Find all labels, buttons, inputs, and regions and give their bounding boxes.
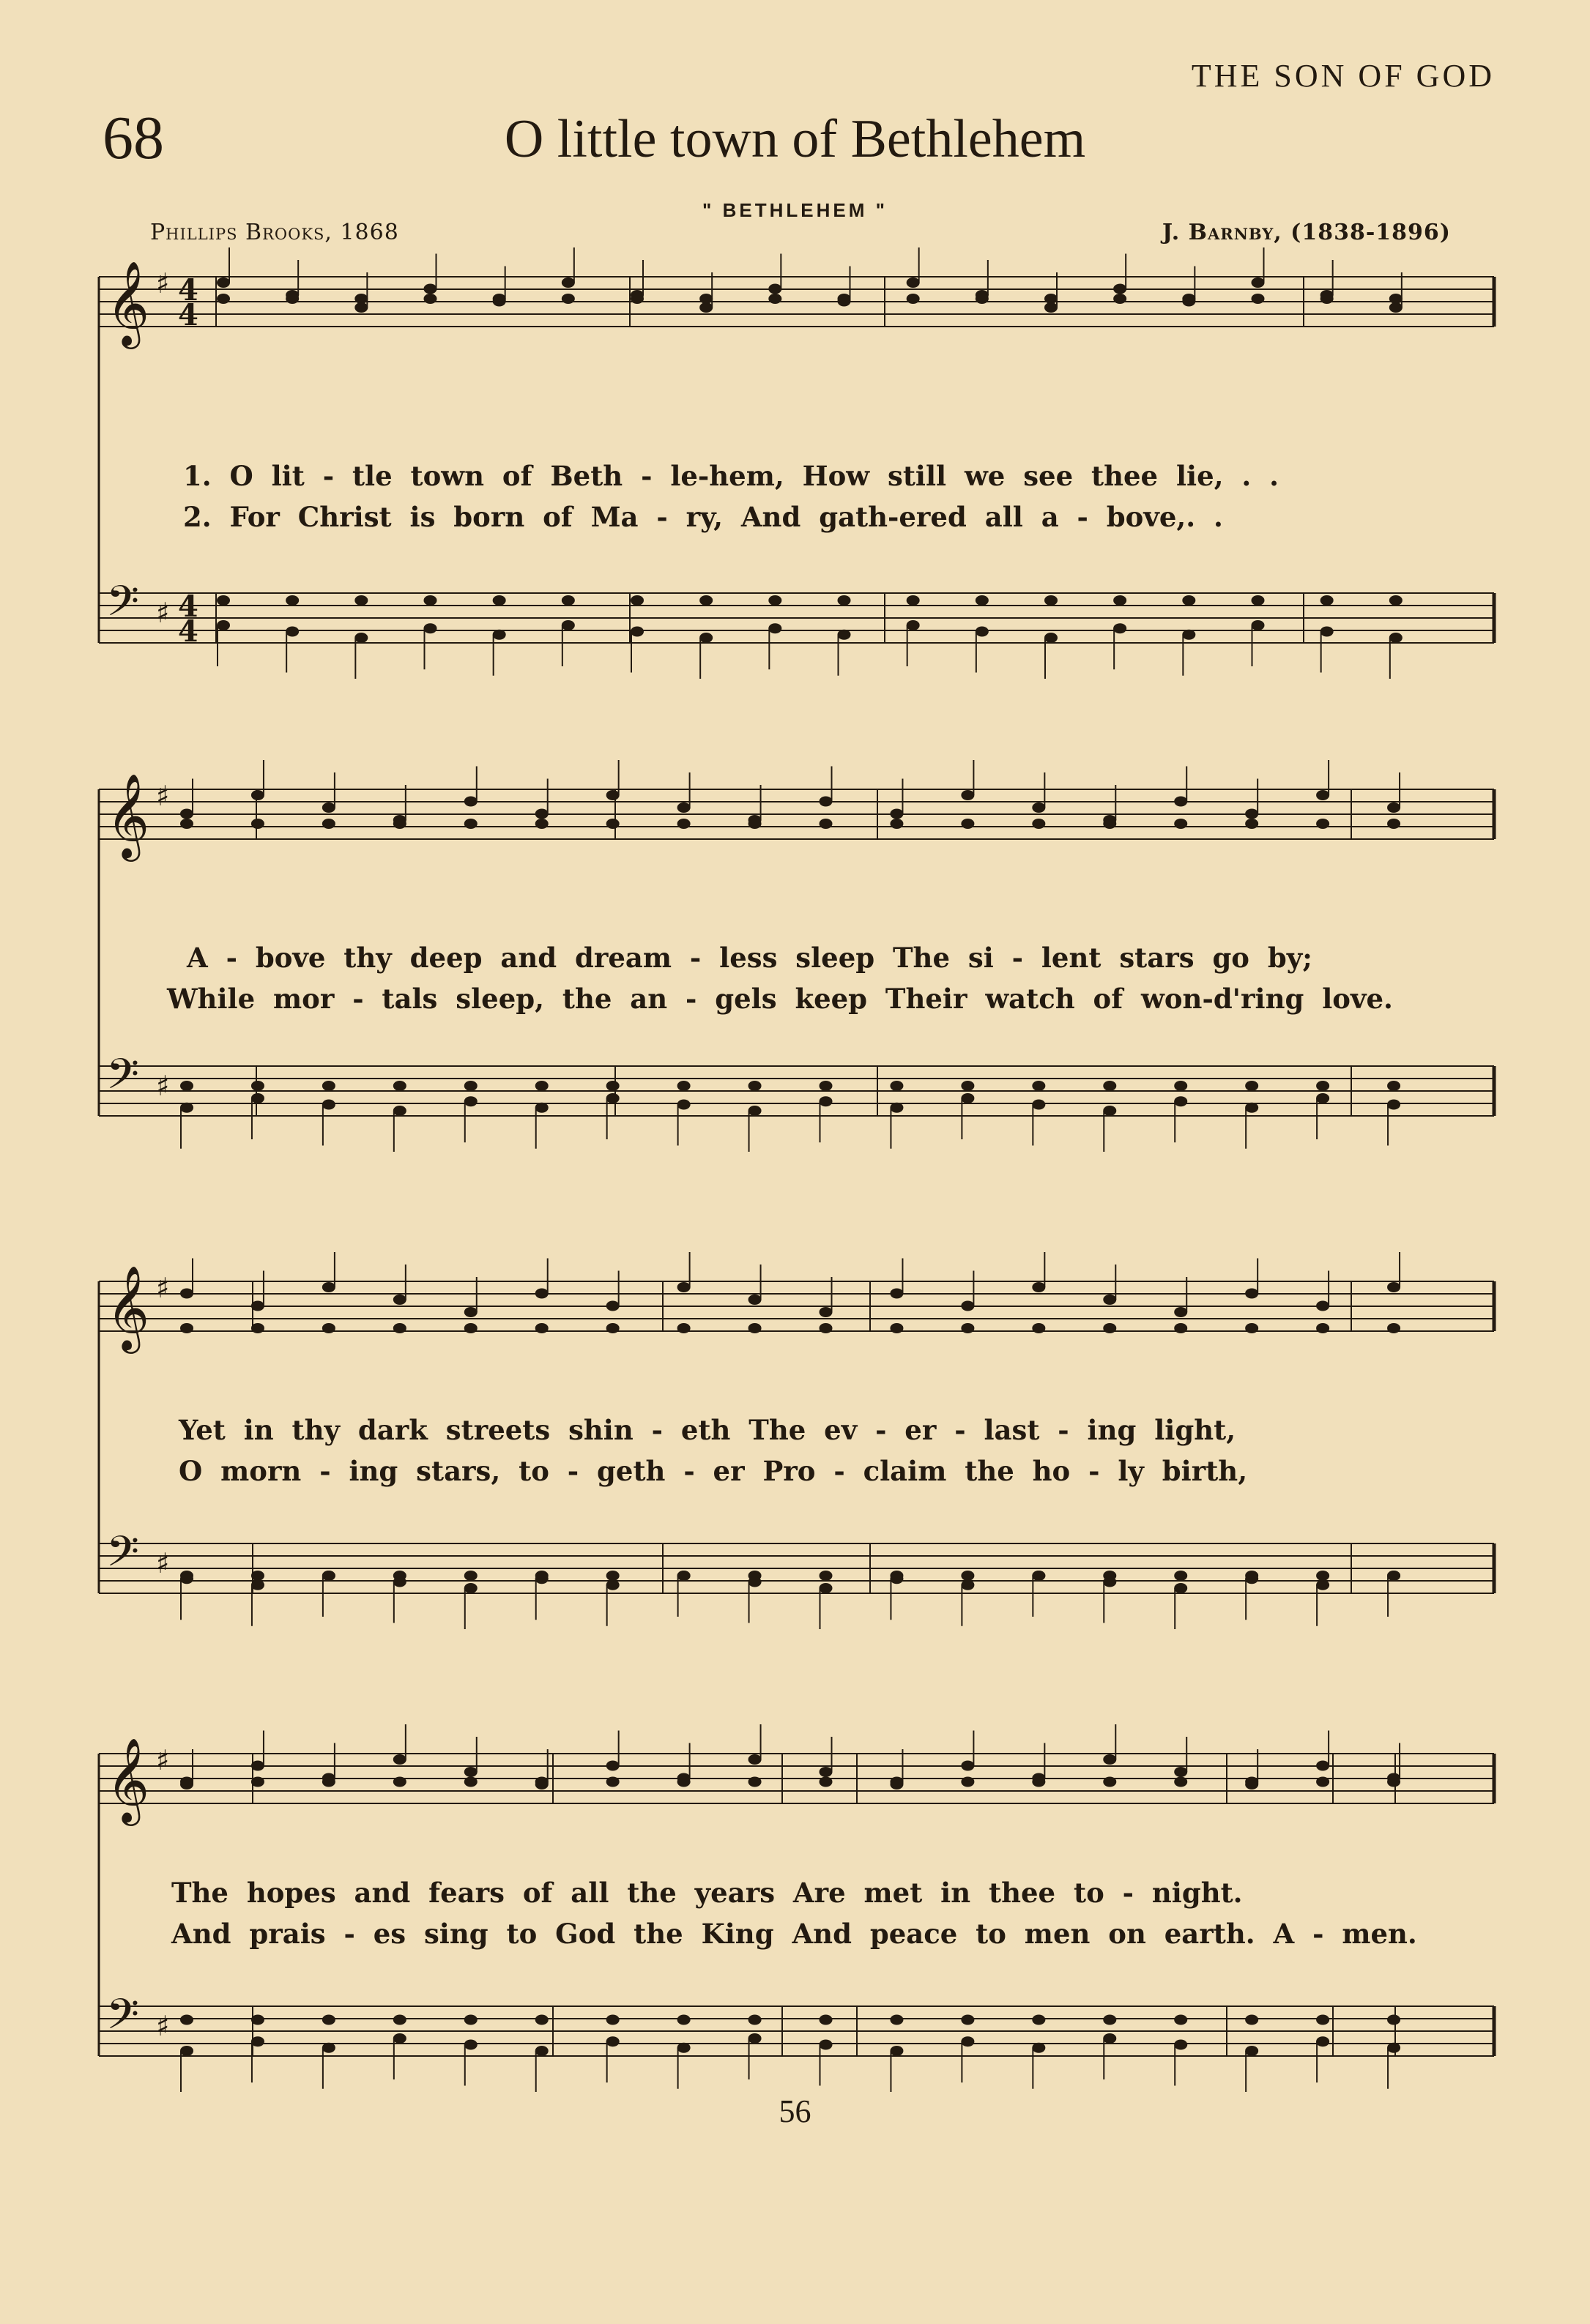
note-head [961,1761,974,1771]
note-head [1174,2040,1187,2050]
note-head [180,1081,193,1091]
note-head [890,809,903,819]
note-head [354,633,368,643]
note-head [393,2015,406,2025]
note-head [631,595,644,606]
tune-name: " BETHLEHEM " [702,199,888,221]
note-head [251,2036,264,2046]
note-head [1387,819,1400,829]
note-head [493,595,506,606]
note-head [748,1106,762,1116]
note-head [286,595,299,606]
note-head [748,1777,762,1787]
note-head [1316,790,1329,800]
note-head [393,1081,406,1091]
note-head [1174,1307,1187,1317]
section-title: THE SON OF GOD [1191,58,1495,94]
note-head [631,294,644,304]
note-head [1316,1580,1329,1590]
note-head [677,2015,691,2025]
note-head [1245,1323,1258,1333]
note-head [322,819,335,829]
key-signature-sharp: ♯ [156,267,170,299]
note-head [1182,294,1195,304]
note-head [251,2015,264,2025]
note-head [820,1323,833,1333]
note-head [1174,819,1187,829]
note-head [424,595,437,606]
note-head [393,2033,406,2044]
note-head [354,302,368,313]
lyric-line-4-verse-2: And prais - es sing to God the King And peace to men on earth. A - men. [171,1918,1417,1950]
note-head [1103,1777,1116,1787]
time-signature: 4 [178,589,198,624]
note-head [464,1571,478,1581]
note-head [890,2046,903,2056]
note-head [606,1777,620,1787]
note-head [251,1093,264,1103]
note-head [677,1282,691,1292]
note-head [1174,1777,1187,1787]
note-head [464,2015,478,2025]
key-signature-sharp: ♯ [156,780,170,812]
note-head [1252,278,1265,288]
note-head [1245,1777,1258,1787]
note-head [890,819,903,829]
note-head [606,1571,620,1581]
note-head [1245,1081,1258,1091]
note-head [890,1289,903,1299]
note-head [699,633,713,643]
note-head [748,1323,762,1333]
note-head [1044,294,1058,304]
note-head [286,294,299,304]
note-head [217,595,230,606]
note-head [1387,802,1400,813]
note-head [838,595,851,606]
note-head [1103,1081,1116,1091]
note-head [1387,1777,1400,1787]
note-head [1320,627,1334,637]
note-head [354,595,368,606]
note-head [1387,1323,1400,1333]
note-head [606,1093,620,1103]
lyric-line-3-verse-1: Yet in thy dark streets shin - eth The ev - er - last - ing light, [179,1414,1236,1446]
note-head [1103,2015,1116,2025]
note-head [606,2015,620,2025]
note-head [1032,1323,1045,1333]
note-head [606,1761,620,1771]
note-head [1103,1577,1116,1587]
note-head [251,1761,264,1771]
note-head [961,1323,974,1333]
note-head [322,1323,335,1333]
note-head [322,2015,335,2025]
note-head [699,294,713,304]
note-head [180,2015,193,2025]
note-head [464,797,478,807]
note-head [1316,1571,1329,1581]
note-head [1113,284,1126,294]
note-head [1044,595,1058,606]
note-head [820,1777,833,1787]
note-head [677,1081,691,1091]
note-head [322,2043,335,2053]
note-head [1316,1323,1329,1333]
note-head [464,1307,478,1317]
note-head [677,1323,691,1333]
note-head [1032,1100,1045,1110]
time-signature: 4 [178,614,198,649]
note-head [393,1577,406,1587]
lyric-line-4-verse-1: The hopes and fears of all the years Are met in thee to - night. [171,1877,1243,1909]
note-head [768,284,781,294]
note-head [286,627,299,637]
note-head [1316,1301,1329,1311]
note-head [251,1323,264,1333]
key-signature-sharp: ♯ [156,1744,170,1776]
note-head [768,623,781,633]
note-head [464,1777,478,1787]
note-head [961,1571,974,1581]
note-head [1032,802,1045,813]
note-head [961,1093,974,1103]
note-head [1103,1754,1116,1765]
note-head [768,294,781,304]
note-head [1032,1571,1045,1581]
note-head [1032,819,1045,829]
note-head [1245,1573,1258,1584]
note-head [393,1323,406,1333]
note-head [1387,2015,1400,2025]
note-head [251,1081,264,1091]
key-signature-sharp: ♯ [156,597,170,629]
note-head [535,1289,549,1299]
note-head [424,623,437,633]
note-head [1320,595,1334,606]
note-head [1387,1571,1400,1581]
note-head [1032,2015,1045,2025]
note-head [393,1106,406,1116]
note-head [1320,294,1334,304]
note-head [322,1282,335,1292]
note-head [1245,819,1258,829]
note-head [1389,595,1403,606]
note-head [768,595,781,606]
note-head [1316,1093,1329,1103]
note-head [631,627,644,637]
note-head [464,1583,478,1593]
note-head [820,1767,833,1777]
note-head [424,294,437,304]
note-head [976,294,989,304]
note-head [464,1323,478,1333]
note-head [322,1100,335,1110]
note-head [1032,1081,1045,1091]
note-head [1182,630,1195,640]
note-head [354,294,368,304]
note-head [820,2040,833,2050]
note-head [1245,1289,1258,1299]
note-head [393,1754,406,1765]
note-head [180,819,193,829]
note-head [180,1573,193,1584]
note-head [180,809,193,819]
note-head [1174,1323,1187,1333]
lyric-line-2-verse-2: While mor - tals sleep, the an - gels keep Their watch of won-d'ring love. [167,983,1393,1015]
note-head [393,819,406,829]
note-head [748,1577,762,1587]
bass-clef: 𝄢 [106,1989,140,2049]
lyric-line-3-verse-2: O morn - ing stars, to - geth - er Pro - claim the ho - ly birth, [179,1455,1248,1487]
note-head [1103,1323,1116,1333]
note-head [1316,1761,1329,1771]
note-head [961,819,974,829]
note-head [1032,1282,1045,1292]
note-head [1113,595,1126,606]
note-head [1174,1583,1187,1593]
note-head [1387,1100,1400,1110]
note-head [1245,2015,1258,2025]
note-head [1316,1777,1329,1787]
treble-clef: 𝄞 [106,772,150,858]
note-head [535,1081,549,1091]
note-head [1252,294,1265,304]
note-head [1103,819,1116,829]
note-head [1174,2015,1187,2025]
note-head [217,620,230,630]
note-head [961,2015,974,2025]
note-head [1389,633,1403,643]
note-head [1252,620,1265,630]
note-head [890,2015,903,2025]
note-head [907,620,920,630]
note-head [464,1767,478,1777]
note-head [180,1323,193,1333]
note-head [890,1103,903,1113]
note-head [1174,1081,1187,1091]
note-head [180,2046,193,2056]
note-head [1245,2046,1258,2056]
note-head [535,2015,549,2025]
note-head [890,1777,903,1787]
note-head [1389,302,1403,313]
note-head [562,278,575,288]
note-head [748,2033,762,2044]
note-head [820,2015,833,2025]
note-head [677,802,691,813]
note-head [1174,1096,1187,1106]
note-head [493,294,506,304]
note-head [677,1777,691,1787]
note-head [1113,294,1126,304]
note-head [393,1777,406,1787]
note-head [606,819,620,829]
note-head [606,2036,620,2046]
note-head [1316,2015,1329,2025]
note-head [820,797,833,807]
note-head [677,2043,691,2053]
note-head [1044,302,1058,313]
note-head [535,819,549,829]
note-head [535,1573,549,1584]
note-head [1387,2043,1400,2053]
note-head [907,595,920,606]
note-head [1032,1777,1045,1787]
note-head [1044,633,1058,643]
note-head [820,1096,833,1106]
note-head [562,620,575,630]
note-head [606,1323,620,1333]
note-head [1389,294,1403,304]
lyric-line-2-verse-1: A - bove thy deep and dream - less sleep The si - lent stars go by; [187,942,1312,974]
time-signature: 4 [178,273,198,308]
time-signature: 4 [178,298,198,332]
note-head [606,1081,620,1091]
note-head [322,1777,335,1787]
bass-clef: 𝄢 [106,1049,140,1109]
key-signature-sharp: ♯ [156,1070,170,1102]
note-head [1103,1106,1116,1116]
note-head [1245,809,1258,819]
note-head [961,2036,974,2046]
note-head [251,790,264,800]
note-head [820,1307,833,1317]
note-head [217,294,230,304]
note-head [677,819,691,829]
note-head [1174,1571,1187,1581]
note-head [890,1573,903,1584]
note-head [251,1777,264,1787]
note-head [535,1777,549,1787]
note-head [1103,2033,1116,2044]
note-head [1245,1103,1258,1113]
note-head [535,1323,549,1333]
note-head [699,302,713,313]
note-head [493,630,506,640]
page-number: 56 [779,2093,811,2129]
note-head [217,278,230,288]
note-head [1182,595,1195,606]
treble-clef: 𝄞 [106,1265,150,1350]
lyric-line-1-verse-2: 2. For Christ is born of Ma - ry, And gath-ered all a - bove,. . [183,501,1223,533]
note-head [907,294,920,304]
note-head [180,1103,193,1113]
note-head [606,1301,620,1311]
note-head [907,278,920,288]
note-head [180,1777,193,1787]
note-head [1032,2043,1045,2053]
note-head [606,790,620,800]
note-head [464,819,478,829]
note-head [535,809,549,819]
bass-clef: 𝄢 [106,576,140,636]
note-head [393,1295,406,1305]
note-head [322,1081,335,1091]
note-head [748,1754,762,1765]
treble-clef: 𝄞 [106,1737,150,1822]
note-head [748,1081,762,1091]
note-head [677,1100,691,1110]
note-head [961,1301,974,1311]
note-head [251,1580,264,1590]
note-head [820,1081,833,1091]
note-head [838,294,851,304]
note-head [606,1580,620,1590]
note-head [251,1301,264,1311]
note-head [251,819,264,829]
note-head [820,819,833,829]
note-head [748,819,762,829]
note-head [464,1096,478,1106]
note-head [890,1323,903,1333]
note-head [1113,623,1126,633]
note-head [1252,595,1265,606]
note-head [562,595,575,606]
composer-credit: J. Barnby, (1838-1896) [1162,220,1451,245]
hymn-title: O little town of Bethlehem [504,109,1086,169]
note-head [562,294,575,304]
note-head [1103,1295,1116,1305]
note-head [535,1103,549,1113]
note-head [961,1777,974,1787]
note-head [1316,819,1329,829]
note-head [1316,1081,1329,1091]
note-head [1174,1767,1187,1777]
bass-clef: 𝄢 [106,1527,140,1587]
hymn-number: 68 [103,104,164,172]
note-head [322,802,335,813]
key-signature-sharp: ♯ [156,1547,170,1579]
author-credit: Phillips Brooks, 1868 [150,220,399,245]
note-head [1316,2036,1329,2046]
note-head [1387,1081,1400,1091]
note-head [535,2046,549,2056]
note-head [976,627,989,637]
note-head [464,1081,478,1091]
note-head [748,2015,762,2025]
note-head [251,1571,264,1581]
note-head [890,1081,903,1091]
treble-clef: 𝄞 [106,260,150,346]
note-head [322,1571,335,1581]
key-signature-sharp: ♯ [156,2010,170,2042]
note-head [820,1571,833,1581]
lyric-line-1-verse-1: 1. O lit - tle town of Beth - le-hem, How still we see thee lie, . . [183,460,1279,492]
note-head [1387,1282,1400,1292]
note-head [748,1295,762,1305]
note-head [424,284,437,294]
key-signature-sharp: ♯ [156,1272,170,1304]
note-head [820,1583,833,1593]
note-head [961,790,974,800]
note-head [961,1081,974,1091]
note-head [976,595,989,606]
note-head [677,1571,691,1581]
note-head [1174,797,1187,807]
note-head [838,630,851,640]
note-head [180,1289,193,1299]
note-head [961,1580,974,1590]
note-head [699,595,713,606]
note-head [464,2040,478,2050]
